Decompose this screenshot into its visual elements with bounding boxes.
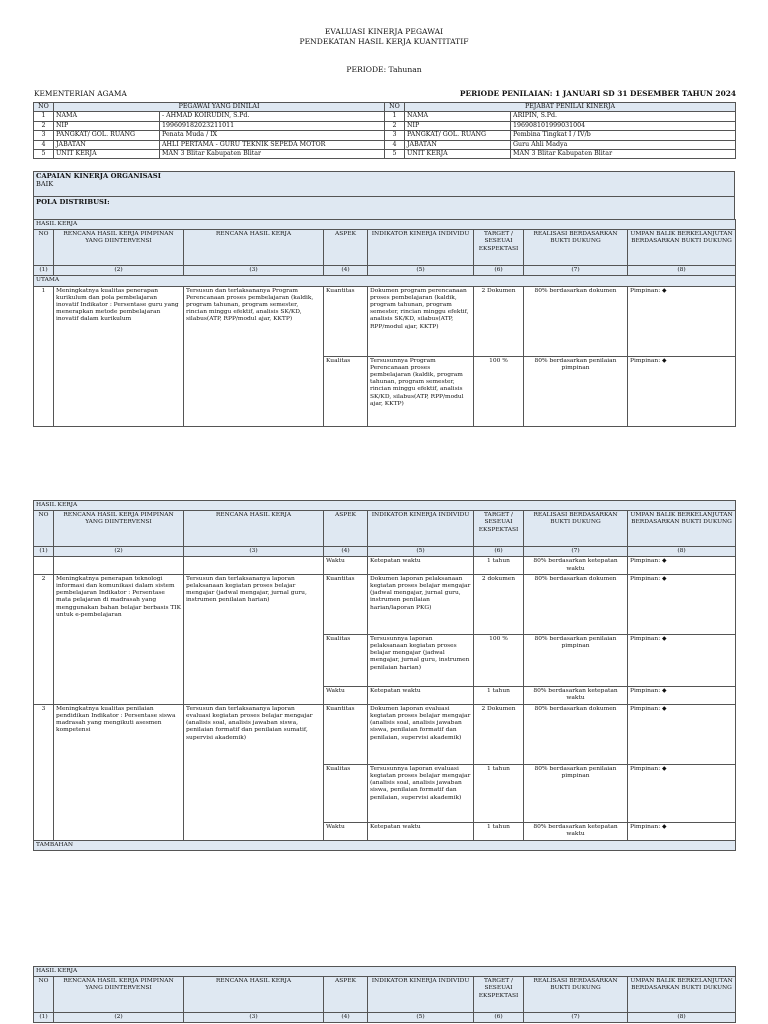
pola-distribusi-label: POLA DISTRIBUSI:: [33, 197, 735, 220]
utama-section-label: UTAMA: [34, 276, 736, 286]
item-target: 2 dokumen: [474, 574, 524, 634]
hasil-kerja-label: HASIL KERJA: [34, 501, 736, 511]
item-target: 1 tahun: [474, 764, 524, 822]
col-number: (2): [54, 547, 184, 557]
item-aspek: Waktu: [324, 686, 368, 704]
item-umpan-balik: Pimpinan: ◆: [628, 574, 736, 634]
item-aspek: Kualitas: [324, 356, 368, 426]
item-umpan-balik: Pimpinan: ◆: [628, 764, 736, 822]
row-no: 2: [385, 121, 405, 130]
col-header: INDIKATOR KINERJA INDIVIDU: [368, 511, 474, 547]
item-realisasi: 80% berdasarkan ketepatan waktu: [524, 557, 628, 574]
col-number: (8): [628, 1013, 736, 1023]
col-header: RENCANA HASIL KERJA: [184, 230, 324, 266]
item-umpan-balik: Pimpinan: ◆: [628, 704, 736, 764]
row-label: UNIT KERJA: [54, 150, 160, 159]
col-number: (4): [324, 1013, 368, 1023]
pegawai-value: - AHMAD KOIRUDIN, S.Pd.: [160, 112, 385, 121]
hasil-kerja-label: HASIL KERJA: [34, 967, 736, 977]
item-aspek: Kualitas: [324, 634, 368, 686]
organisasi-section: [33, 171, 735, 216]
table-row: [34, 574, 736, 634]
col-number: (3): [184, 547, 324, 557]
table-row: [34, 112, 736, 121]
item-target: 100 %: [474, 356, 524, 426]
row-label: PANGKAT/ GOL. RUANG: [405, 131, 511, 140]
column-numbers: [34, 1013, 736, 1023]
col-header: TARGET / SESEUAI EKSPEKTASI: [474, 511, 524, 547]
item-target: 2 Dokumen: [474, 286, 524, 356]
col-number: (4): [324, 547, 368, 557]
pejabat-value: Pembina Tingkat I / IV/b: [511, 131, 736, 140]
item-no: 3: [34, 704, 54, 840]
col-header: NO: [34, 230, 54, 266]
col-number: (6): [474, 547, 524, 557]
item-target: 100 %: [474, 634, 524, 686]
col-header: RENCANA HASIL KERJA: [184, 977, 324, 1013]
col-header: REALISASI BERDASARKAN BUKTI DUKUNG: [524, 977, 628, 1013]
item-pimpinan: Meningkatnya penerapan teknologi informasi dan komunikasi dalam sistem pembelajaran Indikator : Persentase mata pelajaran di madrasah yang menggunakan bahan belajar berbasis TIK untuk e-pembelajaran: [54, 574, 184, 704]
item-target: 1 tahun: [474, 686, 524, 704]
col-header: TARGET / SESEUAI EKSPEKTASI: [474, 977, 524, 1013]
item-no: 2: [34, 574, 54, 704]
no-header: NO: [34, 103, 54, 112]
row-label: NAMA: [54, 112, 160, 121]
item-umpan-balik: Pimpinan: ◆: [628, 686, 736, 704]
table-row: [34, 286, 736, 356]
item-target: 1 tahun: [474, 822, 524, 840]
row-no: 2: [34, 121, 54, 130]
table-row: [34, 704, 736, 764]
col-header: REALISASI BERDASARKAN BUKTI DUKUNG: [524, 230, 628, 266]
col-header: RENCANA HASIL KERJA PIMPINAN YANG DIINTERVENSI: [54, 230, 184, 266]
instansi-label: KEMENTERIAN AGAMA: [34, 89, 127, 98]
col-number: (4): [324, 266, 368, 276]
document-titles: [0, 27, 768, 46]
col-header: RENCANA HASIL KERJA: [184, 511, 324, 547]
row-label: PANGKAT/ GOL. RUANG: [54, 131, 160, 140]
row-label: NAMA: [405, 112, 511, 121]
item-target: 1 tahun: [474, 557, 524, 574]
table-row: [34, 150, 736, 159]
item-realisasi: 80% berdasarkan penilaian pimpinan: [524, 764, 628, 822]
document-subtitle: PENDEKATAN HASIL KERJA KUANTITATIF: [299, 36, 469, 46]
item-aspek: Kuantitas: [324, 286, 368, 356]
col-header: INDIKATOR KINERJA INDIVIDU: [368, 230, 474, 266]
item-indikator: Tersusunnya laporan pelaksanaan kegiatan proses belajar mengajar (jadwal mengajar, jurnal guru, instrumen penilaian harian): [368, 634, 474, 686]
item-rencana: Tersusun dan terlaksananya Program Perencanaan proses pembelajaran (kaldik, program tahunan, program semester, rincian minggu efektif, analisis SK/KD, silabus(ATP, RPP/modul ajar, KKTP): [184, 286, 324, 426]
pejabat-header: PEJABAT PENILAI KINERJA: [405, 103, 736, 112]
item-realisasi: 80% berdasarkan dokumen: [524, 574, 628, 634]
item-realisasi: 80% berdasarkan dokumen: [524, 704, 628, 764]
capaian-kinerja-label: CAPAIAN KINERJA ORGANISASI: [36, 172, 161, 180]
identity-table: [33, 102, 736, 159]
item-aspek: Kualitas: [324, 764, 368, 822]
col-number: (3): [184, 266, 324, 276]
table-row: [34, 121, 736, 130]
item-realisasi: 80% berdasarkan penilaian pimpinan: [524, 356, 628, 426]
tambahan-section-label: TAMBAHAN: [34, 840, 736, 850]
column-numbers: [34, 547, 736, 557]
row-label: JABATAN: [405, 140, 511, 149]
item-rencana: Tersusun dan terlaksananya laporan pelaksanaan kegiatan proses belajar mengajar (jadwal mengajar, jurnal guru, instrumen penilaian harian): [184, 574, 324, 704]
col-number: (7): [524, 547, 628, 557]
col-header: UMPAN BALIK BERKELANJUTAN BERDASARKAN BUKTI DUKUNG: [628, 511, 736, 547]
col-header: UMPAN BALIK BERKELANJUTAN BERDASARKAN BUKTI DUKUNG: [628, 977, 736, 1013]
row-no: 5: [385, 150, 405, 159]
item-no: 1: [34, 286, 54, 426]
col-header: NO: [34, 511, 54, 547]
item-aspek: Kuantitas: [324, 574, 368, 634]
col-number: (5): [368, 1013, 474, 1023]
document-title: EVALUASI KINERJA PEGAWAI: [324, 27, 444, 36]
row-label: NIP: [54, 121, 160, 130]
pegawai-value: MAN 3 Blitar Kabupaten Blitar: [160, 150, 385, 159]
table-row: [34, 557, 736, 574]
hasil-kerja-label: HASIL KERJA: [34, 220, 736, 230]
row-no: 1: [34, 112, 54, 121]
col-header: ASPEK: [324, 230, 368, 266]
row-no: 4: [385, 140, 405, 149]
item-realisasi: 80% berdasarkan penilaian pimpinan: [524, 634, 628, 686]
capaian-kinerja-box: [33, 171, 735, 197]
col-number: (2): [54, 266, 184, 276]
periode-label: PERIODE: Tahunan: [346, 65, 422, 74]
item-indikator: Dokumen program perencanaan proses pembelajaran (kaldik, program tahunan, program semester, rincian minggu efektif, analisis SK/KD, silabus(ATP, RPP/modul ajar, KKTP): [368, 286, 474, 356]
hasil-kerja-table-3: [33, 966, 736, 1023]
col-number: (1): [34, 266, 54, 276]
row-no: 1: [385, 112, 405, 121]
col-header: REALISASI BERDASARKAN BUKTI DUKUNG: [524, 511, 628, 547]
col-number: (6): [474, 1013, 524, 1023]
item-indikator: Ketepatan waktu: [368, 686, 474, 704]
item-aspek: Waktu: [324, 557, 368, 574]
col-header: TARGET / SESEUAI EKSPEKTASI: [474, 230, 524, 266]
col-number: (8): [628, 547, 736, 557]
row-no: 3: [385, 131, 405, 140]
pegawai-value: AHLI PERTAMA - GURU TEKNIK SEPEDA MOTOR: [160, 140, 385, 149]
item-umpan-balik: Pimpinan: ◆: [628, 557, 736, 574]
col-number: (6): [474, 266, 524, 276]
row-label: UNIT KERJA: [405, 150, 511, 159]
no-header: NO: [385, 103, 405, 112]
col-header: RENCANA HASIL KERJA PIMPINAN YANG DIINTERVENSI: [54, 977, 184, 1013]
col-header: ASPEK: [324, 511, 368, 547]
col-header: ASPEK: [324, 977, 368, 1013]
item-indikator: Ketepatan waktu: [368, 557, 474, 574]
pejabat-value: ARIPIN, S.Pd.: [511, 112, 736, 121]
item-umpan-balik: Pimpinan: ◆: [628, 822, 736, 840]
hasil-kerja-table-2: [33, 500, 736, 851]
item-indikator: Dokumen laporan evaluasi kegiatan proses belajar mengajar (analisis soal, analisis jawaban siswa, penilaian formatif dan penilaian, supervisi akademik): [368, 704, 474, 764]
row-label: NIP: [405, 121, 511, 130]
col-header: RENCANA HASIL KERJA PIMPINAN YANG DIINTERVENSI: [54, 511, 184, 547]
col-number: (2): [54, 1013, 184, 1023]
row-no: 5: [34, 150, 54, 159]
table-row: [34, 131, 736, 140]
item-umpan-balik: Pimpinan: ◆: [628, 286, 736, 356]
col-number: (5): [368, 547, 474, 557]
column-headers: [34, 230, 736, 266]
item-pimpinan: Meningkatnya kualitas penerapan kurikulum dan pola pembelajaran inovatif Indikator : Persentase guru yang menerapkan metode pembelajaran inovatif dalam kurikulum: [54, 286, 184, 426]
row-no: 4: [34, 140, 54, 149]
column-headers: [34, 977, 736, 1013]
pegawai-value: Penata Muda / IX: [160, 131, 385, 140]
item-realisasi: 80% berdasarkan ketepatan waktu: [524, 822, 628, 840]
column-headers: [34, 511, 736, 547]
item-pimpinan: Meningkatnya kualitas penilaian pendidikan Indikator : Persentase siswa madrasah yang mengikuti asesmen kompetensi: [54, 704, 184, 840]
col-header: UMPAN BALIK BERKELANJUTAN BERDASARKAN BUKTI DUKUNG: [628, 230, 736, 266]
item-target: 2 Dokumen: [474, 704, 524, 764]
item-rencana: Tersusun dan terlaksananya laporan evaluasi kegiatan proses belajar mengajar (analisis soal, analisis jawaban siswa, penilaian formatif dan penilaian sumatif, supervisi akademik): [184, 704, 324, 840]
col-number: (1): [34, 1013, 54, 1023]
pegawai-value: 199609182023211011: [160, 121, 385, 130]
col-number: (3): [184, 1013, 324, 1023]
item-indikator: Tersusunnya Program Perencanaan proses pembelajaran (kaldik, program tahunan, program semester, rincian minggu efektif, analisis SK/KD, silabus(ATP, RPP/modul ajar, KKTP): [368, 356, 474, 426]
item-umpan-balik: Pimpinan: ◆: [628, 634, 736, 686]
col-header: INDIKATOR KINERJA INDIVIDU: [368, 977, 474, 1013]
table-row: [34, 140, 736, 149]
item-indikator: Tersusunnya laporan evaluasi kegiatan proses belajar mengajar (analisis soal, analisis jawaban siswa, penilaian formatif dan penilaian, supervisi akademik): [368, 764, 474, 822]
item-indikator: Ketepatan waktu: [368, 822, 474, 840]
hasil-kerja-table-1: [33, 219, 736, 427]
item-umpan-balik: Pimpinan: ◆: [628, 356, 736, 426]
item-realisasi: 80% berdasarkan ketepatan waktu: [524, 686, 628, 704]
col-number: (5): [368, 266, 474, 276]
capaian-kinerja-value: BAIK: [36, 179, 54, 188]
pejabat-value: Guru Ahli Madya: [511, 140, 736, 149]
column-numbers: [34, 266, 736, 276]
col-number: (8): [628, 266, 736, 276]
item-realisasi: 80% berdasarkan dokumen: [524, 286, 628, 356]
col-number: (7): [524, 1013, 628, 1023]
row-label: JABATAN: [54, 140, 160, 149]
row-no: 3: [34, 131, 54, 140]
item-aspek: Waktu: [324, 822, 368, 840]
periode-penilaian-label: PERIODE PENILAIAN: 1 JANUARI SD 31 DESEMBER TAHUN 2024: [459, 89, 736, 98]
pegawai-header: PEGAWAI YANG DINILAI: [54, 103, 385, 112]
item-aspek: Kuantitas: [324, 704, 368, 764]
item-indikator: Dokumen laporan pelaksanaan kegiatan proses belajar mengajar (jadwal mengajar, jurnal guru, instrumen penilaian harian/laporan PKG): [368, 574, 474, 634]
col-number: (1): [34, 547, 54, 557]
pejabat-value: MAN 3 Blitar Kabupaten Blitar: [511, 150, 736, 159]
pejabat-value: 196908101999031004: [511, 121, 736, 130]
col-header: NO: [34, 977, 54, 1013]
col-number: (7): [524, 266, 628, 276]
